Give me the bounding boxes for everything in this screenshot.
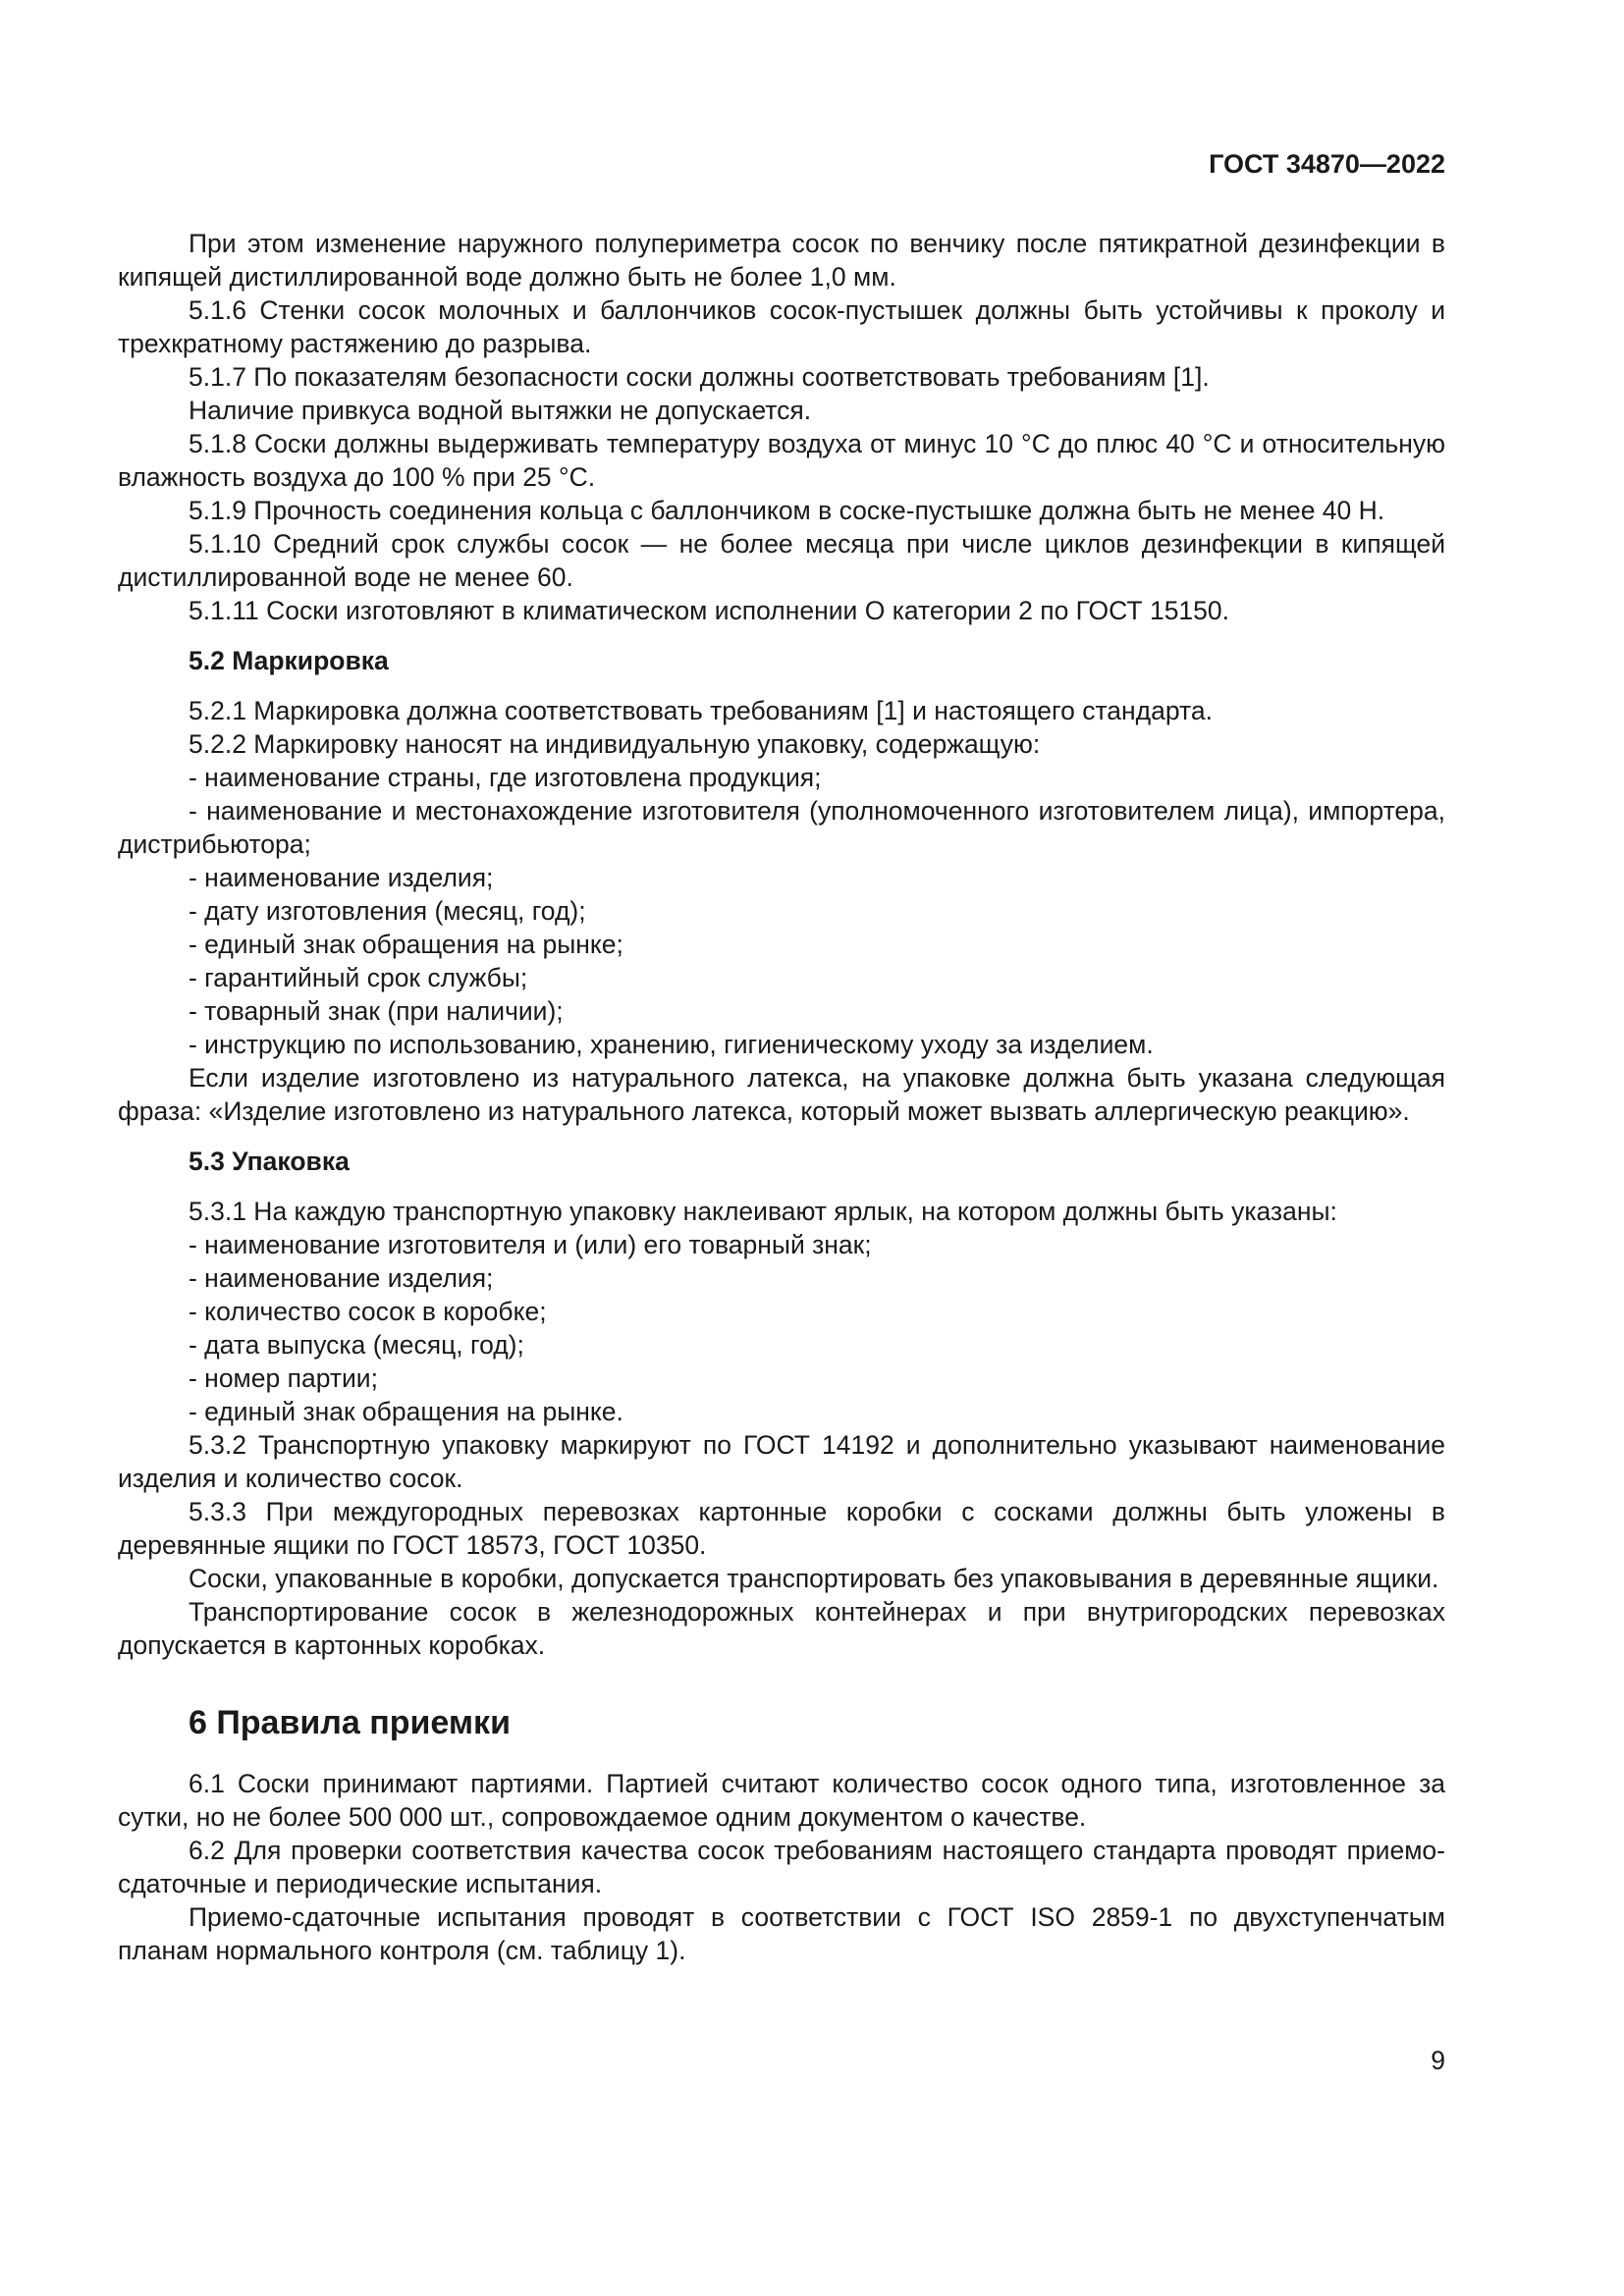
list-item: - единый знак обращения на рынке.: [189, 1397, 623, 1426]
document-body: [118, 227, 1445, 1967]
list-item: - количество сосок в коробке;: [189, 1297, 547, 1326]
paragraph: 5.3.1 На каждую транспортную упаковку наклеивают ярлык, на котором должны быть указаны:: [189, 1197, 1337, 1226]
paragraph: Наличие привкуса водной вытяжки не допускается.: [189, 396, 812, 425]
paragraph: 5.2.1 Маркировка должна соответствовать требованиям [1] и настоящего стандарта.: [189, 696, 1213, 725]
paragraph: Транспортирование сосок в железнодорожных контейнерах и при внутригородских перевозках допускается в картонных коробках.: [118, 1597, 1445, 1660]
paragraph: 5.2.2 Маркировку наносят на индивидуальную упаковку, содержащую:: [189, 729, 1041, 759]
paragraph: - наименование и местонахождение изготовителя (уполномоченного изготовителем лица), импортера, дистрибьютора;: [118, 796, 1445, 859]
paragraph: 6.2 Для проверки соответствия качества сосок требованиям настоящего стандарта проводят приемо-сдаточные и периодические испытания.: [118, 1836, 1445, 1898]
paragraph: 5.1.11 Соски изготовляют в климатическом исполнении О категории 2 по ГОСТ 15150.: [189, 596, 1230, 625]
document-code: ГОСТ 34870—2022: [1209, 149, 1445, 179]
paragraph: 6.1 Соски принимают партиями. Партией считают количество сосок одного типа, изготовленное за сутки, но не более 500 000 шт., сопровождаемое одним документом о качестве.: [118, 1769, 1445, 1832]
paragraph: 5.1.10 Средний срок службы сосок — не более месяца при числе циклов дезинфекции в кипящей дистиллированной воде не менее 60.: [118, 529, 1445, 592]
page-number: 9: [1431, 2046, 1445, 2075]
paragraph: 5.1.6 Стенки сосок молочных и баллончиков сосок-пустышек должны быть устойчивы к проколу и трехкратному растяжению до разрыва.: [118, 295, 1445, 358]
list-item: - единый знак обращения на рынке;: [189, 930, 623, 959]
list-item: - товарный знак (при наличии);: [189, 996, 564, 1026]
section-heading: 6 Правила приемки: [189, 1704, 511, 1741]
list-item: - номер партии;: [189, 1363, 378, 1393]
subsection-heading: 5.2 Маркировка: [189, 646, 389, 675]
paragraph: 5.1.9 Прочность соединения кольца с баллончиком в соске-пустышке должна быть не менее 40 Н.: [189, 496, 1385, 525]
paragraph: Приемо-сдаточные испытания проводят в соответствии с ГОСТ ISO 2859-1 по двухступенчатым планам нормального контроля (см. таблицу 1).: [118, 1902, 1445, 1965]
paragraph: При этом изменение наружного полупериметра сосок по венчику после пятикратной дезинфекции в кипящей дистиллированной воде должно быть не более 1,0 мм.: [118, 229, 1445, 292]
paragraph: 5.3.3 При междугородных перевозках картонные коробки с сосками должны быть уложены в деревянные ящики по ГОСТ 18573, ГОСТ 10350.: [118, 1497, 1445, 1560]
paragraph: Если изделие изготовлено из натурального латекса, на упаковке должна быть указана следующая фраза: «Изделие изготовлено из натурального латекса, который может вызвать аллергическую реакцию».: [118, 1063, 1445, 1126]
list-item: - наименование изделия;: [189, 1263, 494, 1293]
paragraph: 5.3.2 Транспортную упаковку маркируют по ГОСТ 14192 и дополнительно указывают наименование изделия и количество сосок.: [118, 1430, 1445, 1493]
list-item: - инструкцию по использованию, хранению, гигиеническому уходу за изделием.: [189, 1030, 1154, 1059]
list-item: - наименование изделия;: [189, 863, 494, 892]
list-item: - дата выпуска (месяц, год);: [189, 1330, 524, 1360]
list-item: - дату изготовления (месяц, год);: [189, 896, 586, 926]
subsection-heading: 5.3 Упаковка: [189, 1147, 350, 1176]
paragraph: 5.1.8 Соски должны выдерживать температуру воздуха от минус 10 °С до плюс 40 °С и относительную влажность воздуха до 100 % при 25 °С.: [118, 429, 1445, 492]
paragraph: 5.1.7 По показателям безопасности соски должны соответствовать требованиям [1].: [189, 362, 1210, 392]
paragraph: Соски, упакованные в коробки, допускается транспортировать без упаковывания в деревянные ящики.: [189, 1564, 1439, 1593]
list-item: - наименование изготовителя и (или) его товарный знак;: [189, 1230, 872, 1259]
list-item: - наименование страны, где изготовлена продукция;: [189, 763, 822, 792]
list-item: - гарантийный срок службы;: [189, 963, 528, 992]
